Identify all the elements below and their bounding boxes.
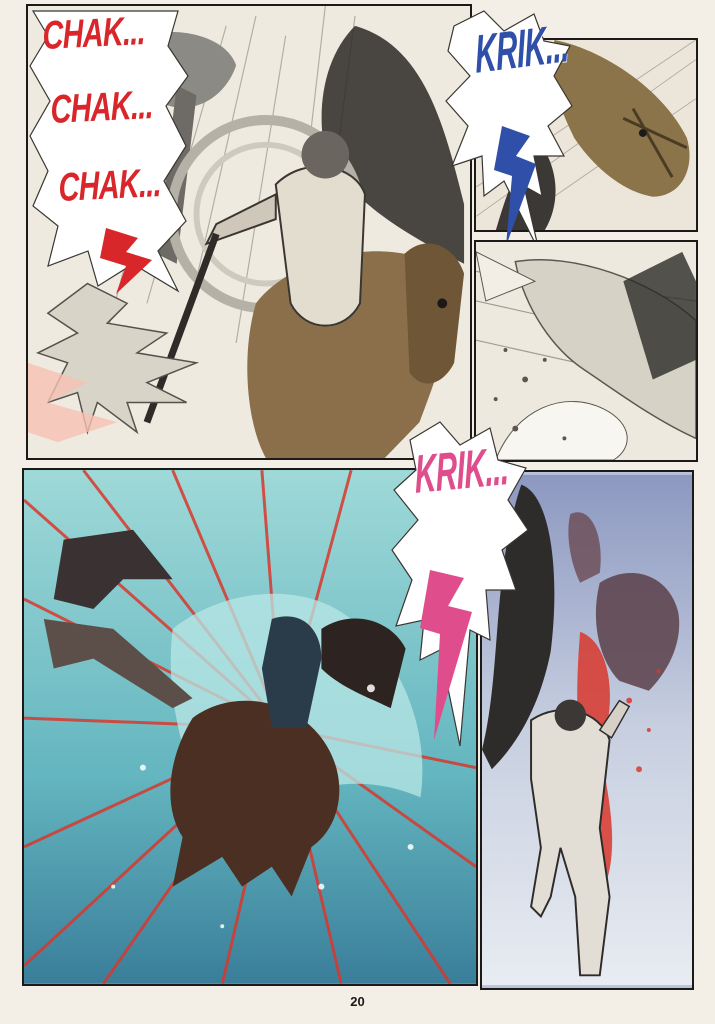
panel-rider-attack <box>26 4 472 460</box>
sfx-chak-3: CHAK... <box>58 161 162 210</box>
sfx-krik-bottom: KRIK... <box>414 436 510 505</box>
lightning-bolt-icon <box>96 226 156 296</box>
page-number: 20 <box>350 994 365 1009</box>
sfx-chak-2: CHAK... <box>50 83 154 132</box>
sfx-krik-top: KRIK... <box>474 13 570 85</box>
sfx-chak-1: CHAK... <box>42 9 146 58</box>
